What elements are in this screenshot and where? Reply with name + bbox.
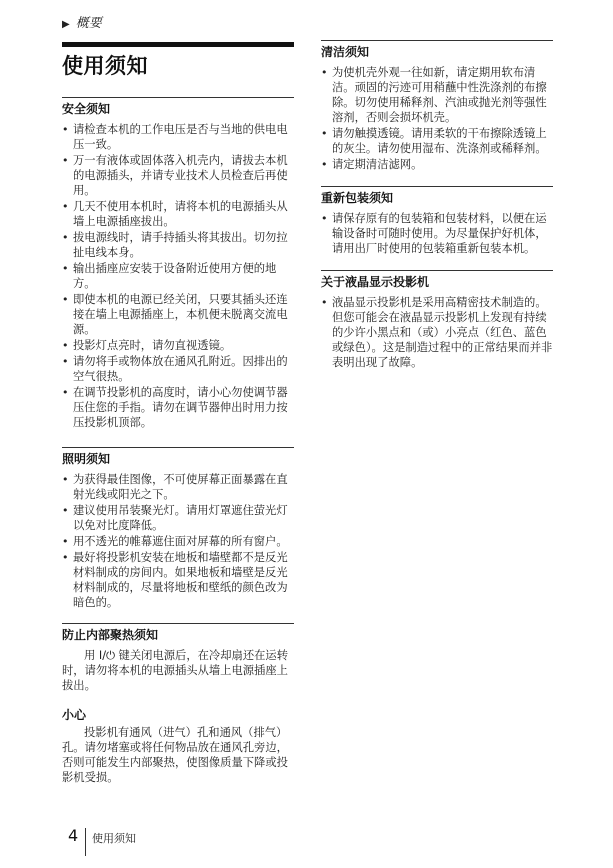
cleaning-section <box>321 40 553 172</box>
safety-heading: 安全须知 <box>62 97 294 117</box>
list-item: • 为获得最佳图像，不可使屏幕正面暴露在直射光线或阳光之下。 <box>62 472 294 502</box>
list-item: • 请检查本机的工作电压是否与当地的供电电压一致。 <box>62 122 294 152</box>
list-item: • 请勿将手或物体放在通风孔附近。因排出的空气很热。 <box>62 354 294 384</box>
list-item: • 用不透光的帷幕遮住面对屏幕的所有窗户。 <box>62 534 294 549</box>
lcd-list <box>321 295 553 370</box>
lcd-section <box>321 270 553 370</box>
list-item: • 建议使用吊装聚光灯。请用灯罩遮住萤光灯以免对比度降低。 <box>62 503 294 533</box>
safety-list <box>62 122 294 430</box>
lighting-section <box>62 447 294 610</box>
list-item: • 拔电源线时，请手持插头将其拔出。切勿拉扯电线本身。 <box>62 230 294 260</box>
footer-divider <box>85 828 86 856</box>
page-title: 使用须知 <box>62 54 148 78</box>
lcd-heading: 关于液晶显示投影机 <box>321 270 553 290</box>
right-column <box>321 40 553 371</box>
heat-section <box>62 623 294 693</box>
lighting-heading: 照明须知 <box>62 447 294 467</box>
title-bar <box>62 42 294 47</box>
list-item: • 投影灯点亮时，请勿直视透镜。 <box>62 338 294 353</box>
safety-section <box>62 97 294 430</box>
list-item: • 几天不使用本机时，请将本机的电源插头从墙上电源插座拔出。 <box>62 199 294 229</box>
list-item: • 请保存原有的包装箱和包装材料，以便在运输设备时可随时使用。为尽量保护好机体，请用出厂时使用的包装箱重新包装本机。 <box>321 211 553 256</box>
triangle-right-icon: ▶ <box>62 19 70 30</box>
heat-text: 用 I/⏻ 键关闭电源后，在冷却扇还在运转时，请勿将本机的电源插头从墙上电源插座上拔出。 <box>62 649 289 692</box>
list-item: • 为使机壳外观一往如新，请定期用软布清洁。顽固的污迹可用稍蘸中性洗涤剂的布擦除。切勿使用稀释剂、汽油或抛光剂等强性溶剂，否则会损坏机壳。 <box>321 65 553 125</box>
cleaning-heading: 清洁须知 <box>321 40 553 60</box>
left-column <box>62 97 294 785</box>
list-item: • 万一有液体或固体落入机壳内，请拔去本机的电源插头，并请专业技术人员检查后再使用。 <box>62 153 294 198</box>
list-item: • 在调节投影机的高度时，请小心勿使调节器压住您的手指。请勿在调节器伸出时用力按压投影机顶部。 <box>62 385 294 430</box>
chapter-title: 概要 <box>75 16 102 31</box>
repacking-section <box>321 186 553 256</box>
list-item: • 最好将投影机安装在地板和墙壁都不是反光材料制成的房间内。如果地板和墙壁是反光材料制成的，尽量将地板和壁纸的颜色改为暗色的。 <box>62 550 294 610</box>
list-item: • 输出插座应安装于设备附近使用方便的地方。 <box>62 261 294 291</box>
repacking-list <box>321 211 553 256</box>
chapter-label <box>62 12 102 31</box>
footer-section-label: 使用须知 <box>92 832 136 845</box>
page-number: 4 <box>68 826 79 845</box>
list-item: • 即使本机的电源已经关闭，只要其插头还连接在墙上电源插座上，本机便未脱离交流电源。 <box>62 292 294 337</box>
heat-heading: 防止内部聚热须知 <box>62 623 294 643</box>
list-item: • 请勿触摸透镜。请用柔软的干布擦除透镜上的灰尘。请勿使用湿布、洗涤剂或稀释剂。 <box>321 126 553 156</box>
repacking-heading: 重新包装须知 <box>321 186 553 206</box>
caution-heading: 小心 <box>62 708 87 722</box>
list-item: • 请定期清洁滤网。 <box>321 157 553 172</box>
caution-text: 投影机有通风（进气）孔和通风（排气）孔。请勿堵塞或将任何物品放在通风孔旁边，否则可能发生内部聚热，使图像质量下降或投影机受损。 <box>62 726 288 784</box>
lighting-list <box>62 472 294 610</box>
caution-section <box>62 707 294 785</box>
cleaning-list <box>321 65 553 172</box>
list-item: • 液晶显示投影机是采用高精密技术制造的。但您可能会在液晶显示投影机上发现有持续的少许小黑点和（或）小亮点（红色、蓝色或绿色）。这是制造过程中的正常结果而并非表明出现了故障。 <box>321 295 553 370</box>
